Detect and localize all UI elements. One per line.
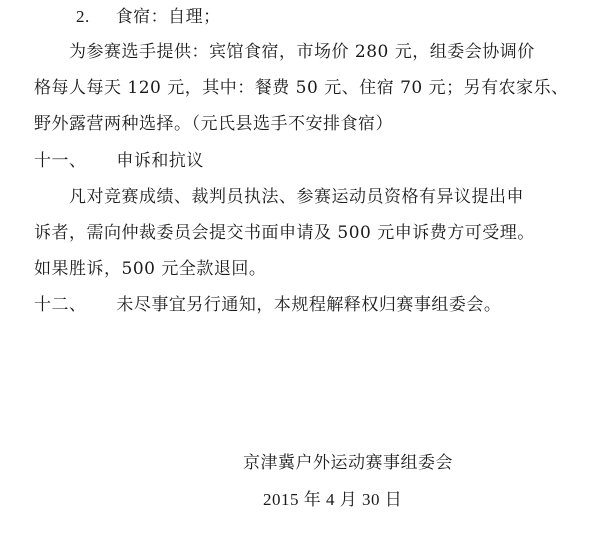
- signature-organization: 京津冀户外运动赛事组委会: [243, 453, 453, 473]
- item-2-number: 2.: [76, 7, 90, 26]
- signature-date: 2015 年 4 月 30 日: [263, 490, 403, 509]
- item-2-line: [76, 6, 221, 28]
- paragraph-1-line-3: 野外露营两种选择。（元氏县选手不安排食宿）: [34, 114, 393, 134]
- paragraph-1-line-1: 为参赛选手提供：宾馆食宿，市场价 280 元，组委会协调价: [69, 42, 535, 62]
- section-12-line: [34, 294, 501, 316]
- section-11-title: 申诉和抗议: [116, 151, 204, 171]
- section-12-number: 十二、: [34, 295, 87, 315]
- section-11-number: 十一、: [34, 151, 87, 171]
- item-2-heading: 食宿：自理；: [115, 7, 221, 27]
- paragraph-2-line-3: 如果胜诉，500 元全款退回。: [34, 259, 267, 279]
- section-12-text: 未尽事宜另行通知，本规程解释权归赛事组委会。: [116, 295, 502, 315]
- paragraph-2-line-1: 凡对竞赛成绩、裁判员执法、参赛运动员资格有异议提出申: [69, 187, 524, 207]
- paragraph-1-line-2: 格每人每天 120 元，其中：餐费 50 元、住宿 70 元；另有农家乐、: [34, 78, 569, 98]
- paragraph-2-line-2: 诉者，需向仲裁委员会提交书面申请及 500 元申诉费方可受理。: [34, 223, 535, 243]
- section-11-heading: [34, 150, 204, 172]
